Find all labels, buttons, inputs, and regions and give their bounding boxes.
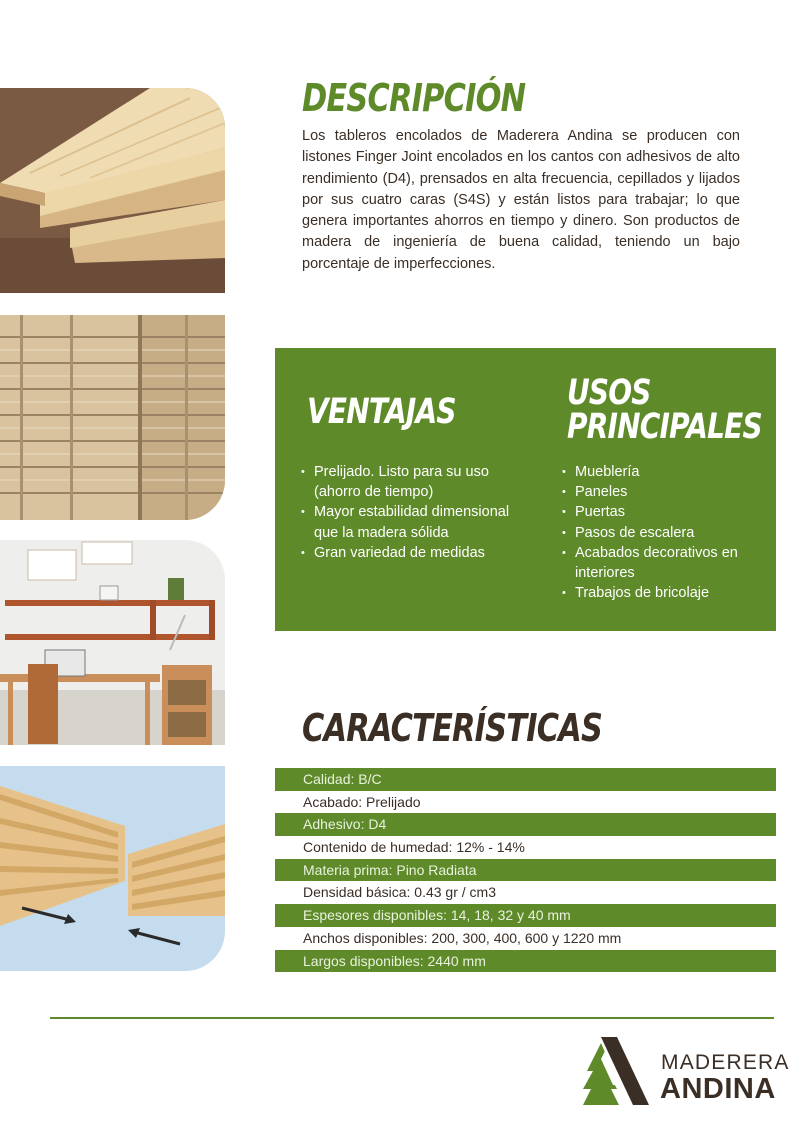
logo-text-maderera: MADERERA (661, 1051, 790, 1074)
maderera-andina-logo-icon (583, 1037, 649, 1105)
furniture-room-photo (0, 540, 225, 745)
spec-row: Acabado: Prelijado (275, 791, 776, 814)
caracteristicas-title: CARACTERÍSTICAS (302, 706, 603, 750)
spec-row: Materia prima: Pino Radiata (275, 859, 776, 882)
list-item: • Paneles (562, 482, 762, 502)
spec-row: Espesores disponibles: 14, 18, 32 y 40 mm (275, 904, 776, 927)
spec-table (275, 768, 776, 972)
list-item: • Mayor estabilidad dimensional que la madera sólida (301, 502, 531, 542)
spec-row: Largos disponibles: 2440 mm (275, 950, 776, 973)
advantages-uses-box (275, 348, 776, 631)
ventajas-title: VENTAJAS (307, 392, 456, 432)
description-title: DESCRIPCIÓN (302, 76, 526, 120)
wood-boards-photo (0, 88, 225, 293)
spec-row: Adhesivo: D4 (275, 813, 776, 836)
spec-row: Anchos disponibles: 200, 300, 400, 600 y 1220 mm (275, 927, 776, 950)
spec-row: Calidad: B/C (275, 768, 776, 791)
usos-title-line1: USOS (567, 373, 651, 413)
list-item: • Pasos de escalera (562, 523, 762, 543)
list-item: • Gran variedad de medidas (301, 543, 531, 563)
spec-row: Densidad básica: 0.43 gr / cm3 (275, 881, 776, 904)
list-item: • Prelijado. Listo para su uso (ahorro de tiempo) (301, 462, 531, 502)
ventajas-list (301, 462, 531, 563)
spec-row: Contenido de humedad: 12% - 14% (275, 836, 776, 859)
description-body: Los tableros encolados de Maderera Andina se producen con listones Finger Joint encolados en los cantos con adhesivos de alto rendimiento (D4), prensados en alta frecuencia, cepillados y lijados por sus cuatro caras (S4S) y están listos para trabajar; lo que genera importantes ahorros en tiempo y dinero. Son productos de madera de ingeniería de buena calidad, teniendo un bajo porcentaje de imperfecciones. (302, 128, 740, 272)
usos-list (562, 462, 762, 603)
finger-joint-diagram (0, 766, 225, 971)
lumber-stack-photo (0, 315, 225, 520)
footer-divider (50, 1017, 774, 1019)
list-item: • Trabajos de bricolaje (562, 583, 762, 603)
logo-text-andina: ANDINA (660, 1073, 776, 1105)
usos-title-line2: PRINCIPALES (567, 407, 762, 447)
list-item: • Acabados decorativos en interiores (562, 543, 762, 583)
usos-title (567, 373, 762, 447)
list-item: • Puertas (562, 502, 762, 522)
list-item: • Mueblería (562, 462, 762, 482)
